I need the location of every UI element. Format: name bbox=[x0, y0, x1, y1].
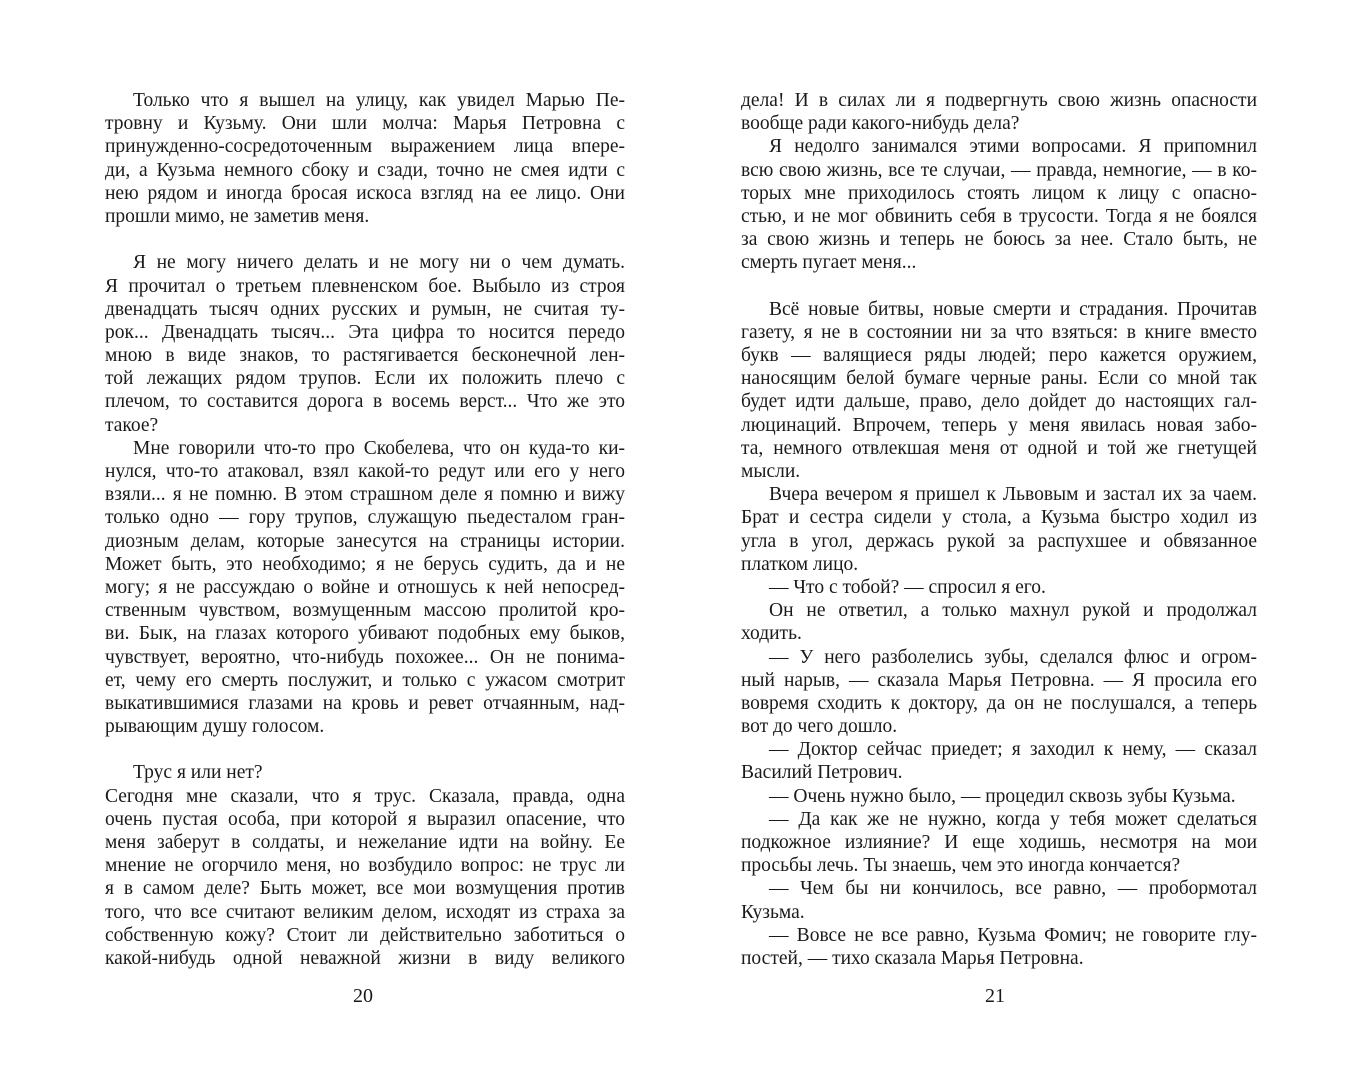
text-line: подкожное излияние? И еще ходишь, несмотря на мои bbox=[741, 832, 1257, 853]
paragraph bbox=[105, 761, 625, 784]
text-line: могу; я не рассуждаю о войне и отношусь к ней непосред- bbox=[105, 576, 625, 598]
text-line: вот до чего дошло. bbox=[741, 716, 898, 738]
text-line: ходить. bbox=[741, 623, 802, 645]
text-line: какой-нибудь одной неважной жизни в виду великого bbox=[105, 947, 625, 969]
text-line: выкатившимися глазами на кровь и ревет отчаянным, над- bbox=[105, 692, 625, 714]
text-line: ди, а Кузьма немного сбоку и сзади, точно не смея идти с bbox=[105, 159, 625, 181]
text-line: мысли. bbox=[741, 461, 801, 482]
paragraph bbox=[105, 437, 625, 738]
text-line: Кузьма. bbox=[741, 901, 805, 923]
paragraph bbox=[741, 89, 1257, 135]
text-line: — Да как же не нужно, когда у тебя может сделаться bbox=[769, 808, 1257, 830]
text-line: газету, я не в состоянии ни за что взяться: в книге вместо bbox=[741, 321, 1257, 343]
text-line: Брат и сестра сидели у стола, а Кузьма быстро ходил из bbox=[741, 507, 1257, 529]
text-line: угла в угол, держась рукой за распухшее и обвязанное bbox=[741, 530, 1257, 552]
text-line: постей, — тихо сказала Марья Петровна. bbox=[741, 947, 1084, 969]
paragraph bbox=[741, 785, 1257, 808]
text-line: Может быть, это необходимо; я не берусь судить, да и не bbox=[105, 553, 625, 575]
text-line: смерть пугает меня... bbox=[741, 252, 917, 274]
text-section bbox=[741, 89, 1257, 275]
text-line: плечом, то составится дорога в восемь верст... Что же это bbox=[105, 391, 625, 413]
right-page-text bbox=[741, 89, 1257, 970]
text-line: за свою жизнь и теперь не боюсь за нее. Стало быть, не bbox=[741, 229, 1257, 251]
text-line: принужденно-сосредоточенным выражением лица впере- bbox=[105, 136, 625, 158]
paragraph bbox=[741, 135, 1257, 274]
text-line: Я недолго занимался этими вопросами. Я припомнил bbox=[769, 136, 1257, 158]
paragraph bbox=[741, 808, 1257, 878]
text-line: диозным делам, которые занесутся на страницы истории. bbox=[105, 530, 625, 552]
text-line: чувствует, вероятно, что-нибудь похожее... Он не понима- bbox=[105, 646, 625, 668]
left-page-text bbox=[105, 89, 625, 970]
paragraph bbox=[741, 298, 1257, 484]
paragraph bbox=[105, 89, 625, 228]
text-line: того, что все считают великим делом, исходят из страха за bbox=[105, 901, 625, 923]
text-line: ственным чувством, возмущенным массою пролитой кро- bbox=[105, 600, 625, 622]
page-number-right: 21 bbox=[985, 985, 1005, 1007]
text-line: вообще ради какого-нибудь дела? bbox=[741, 113, 1020, 135]
text-line: Василий Петрович. bbox=[741, 762, 903, 784]
text-line: нею рядом и иногда бросая искоса взгляд на ее лицо. Они bbox=[105, 182, 625, 204]
text-section bbox=[105, 761, 625, 970]
text-line: букв — валящиеся ряды людей; перо кажется оружием, bbox=[741, 345, 1257, 367]
paragraph bbox=[105, 251, 625, 437]
text-line: дела! И в силах ли я подвергнуть свою жизнь опасности bbox=[741, 90, 1257, 111]
text-line: торых мне приходилось стоять лицом к лицу с опасно- bbox=[741, 182, 1257, 204]
paragraph bbox=[741, 483, 1257, 576]
text-line: будет идти дальше, право, дело дойдет до настоящих гал- bbox=[741, 391, 1257, 413]
text-line: всю свою жизнь, все те случаи, — правда, немногие, — в ко- bbox=[741, 159, 1257, 181]
text-section bbox=[741, 298, 1257, 970]
text-line: мною в виде знаков, то растягивается бесконечной лен- bbox=[105, 345, 625, 367]
text-line: Я прочитал о третьем плевненском бое. Выбыло из строя bbox=[105, 275, 625, 297]
text-line: люцинаций. Впрочем, теперь у меня явилась новая забо- bbox=[741, 414, 1257, 436]
text-line: — Что с тобой? — спросил я его. bbox=[769, 576, 1046, 598]
text-line: наносящим белой бумаге черные раны. Если со мной так bbox=[741, 368, 1257, 390]
text-line: стью, и не мог обвинить себя в трусости. Тогда я не боялся bbox=[741, 205, 1257, 227]
paragraph bbox=[105, 785, 625, 971]
text-line: вовремя сходить к доктору, да он не послушался, а теперь bbox=[741, 692, 1257, 714]
text-line: такое? bbox=[105, 414, 159, 436]
text-line: ный нарыв, — сказала Марья Петровна. — Я просила его bbox=[741, 669, 1257, 691]
paragraph bbox=[741, 576, 1257, 599]
text-line: взяли... я не помню. В этом страшном деле я помню и вижу bbox=[105, 484, 625, 506]
text-line: ет, чему его смерть послужит, и только с ужасом смотрит bbox=[105, 669, 625, 691]
text-line: той лежащих рядом трупов. Если их положить плечо с bbox=[105, 368, 625, 390]
paragraph bbox=[741, 924, 1257, 970]
text-line: — Вовсе не все равно, Кузьма Фомич; не говорите глу- bbox=[769, 924, 1257, 946]
text-line: нулся, что-то атаковал, взял какой-то редут или его у него bbox=[105, 461, 625, 482]
text-line: Трус я или нет? bbox=[133, 762, 263, 784]
text-line: Мне говорили что-то про Скобелева, что он куда-то ки- bbox=[133, 437, 625, 459]
text-line: платком лицо. bbox=[741, 553, 859, 575]
paragraph bbox=[741, 738, 1257, 784]
text-line: прошли мимо, не заметив меня. bbox=[105, 205, 370, 227]
text-line: тровну и Кузьму. Они шли молча: Марья Петровна с bbox=[105, 113, 625, 135]
text-line: рок... Двенадцать тысяч... Эта цифра то носится передо bbox=[105, 321, 625, 343]
text-line: — Очень нужно было, — процедил сквозь зубы Кузьма. bbox=[769, 785, 1236, 807]
page-number-left: 20 bbox=[353, 985, 373, 1007]
text-section bbox=[105, 251, 625, 738]
text-line: ви. Бык, на глазах которого убивают подобных ему быков, bbox=[105, 623, 625, 645]
text-line: двенадцать тысяч одних русских и румын, не считая ту- bbox=[105, 298, 625, 320]
text-line: та, немного отвлекшая меня от одной и той же гнетущей bbox=[741, 437, 1257, 459]
paragraph bbox=[741, 599, 1257, 645]
text-line: Только что я вышел на улицу, как увидел Марью Пе- bbox=[133, 90, 625, 111]
text-line: меня заберут в солдаты, и нежелание идти на войну. Ее bbox=[105, 832, 625, 853]
text-line: — Чем бы ни кончилось, все равно, — пробормотал bbox=[769, 878, 1257, 900]
text-line: просьбы лечь. Ты знаешь, чем это иногда кончается? bbox=[741, 855, 1181, 877]
text-line: Всё новые битвы, новые смерти и страдания. Прочитав bbox=[769, 298, 1257, 320]
text-line: очень пустая особа, при которой я выразил опасение, что bbox=[105, 808, 625, 830]
paragraph bbox=[741, 646, 1257, 739]
text-line: только одно — гору трупов, служащую пьедесталом гран- bbox=[105, 507, 625, 529]
text-line: — Доктор сейчас приедет; я заходил к нему, — сказал bbox=[769, 739, 1257, 761]
text-line: рывающим душу голосом. bbox=[105, 716, 325, 738]
text-section bbox=[105, 89, 625, 228]
text-line: я в самом деле? Быть может, все мои возмущения против bbox=[105, 878, 625, 900]
text-line: — У него разболелись зубы, сделался флюс и огром- bbox=[769, 646, 1257, 668]
text-line: мнение не огорчило меня, но возбудило вопрос: не трус ли bbox=[105, 855, 625, 877]
text-line: Я не могу ничего делать и не могу ни о чем думать. bbox=[133, 252, 625, 274]
text-line: собственную кожу? Стоит ли действительно заботиться о bbox=[105, 924, 625, 946]
text-line: Сегодня мне сказали, что я трус. Сказала, правда, одна bbox=[105, 785, 625, 807]
text-line: Он не ответил, а только махнул рукой и продолжал bbox=[769, 600, 1257, 622]
paragraph bbox=[741, 877, 1257, 923]
text-line: Вчера вечером я пришел к Львовым и застал их за чаем. bbox=[769, 484, 1257, 506]
